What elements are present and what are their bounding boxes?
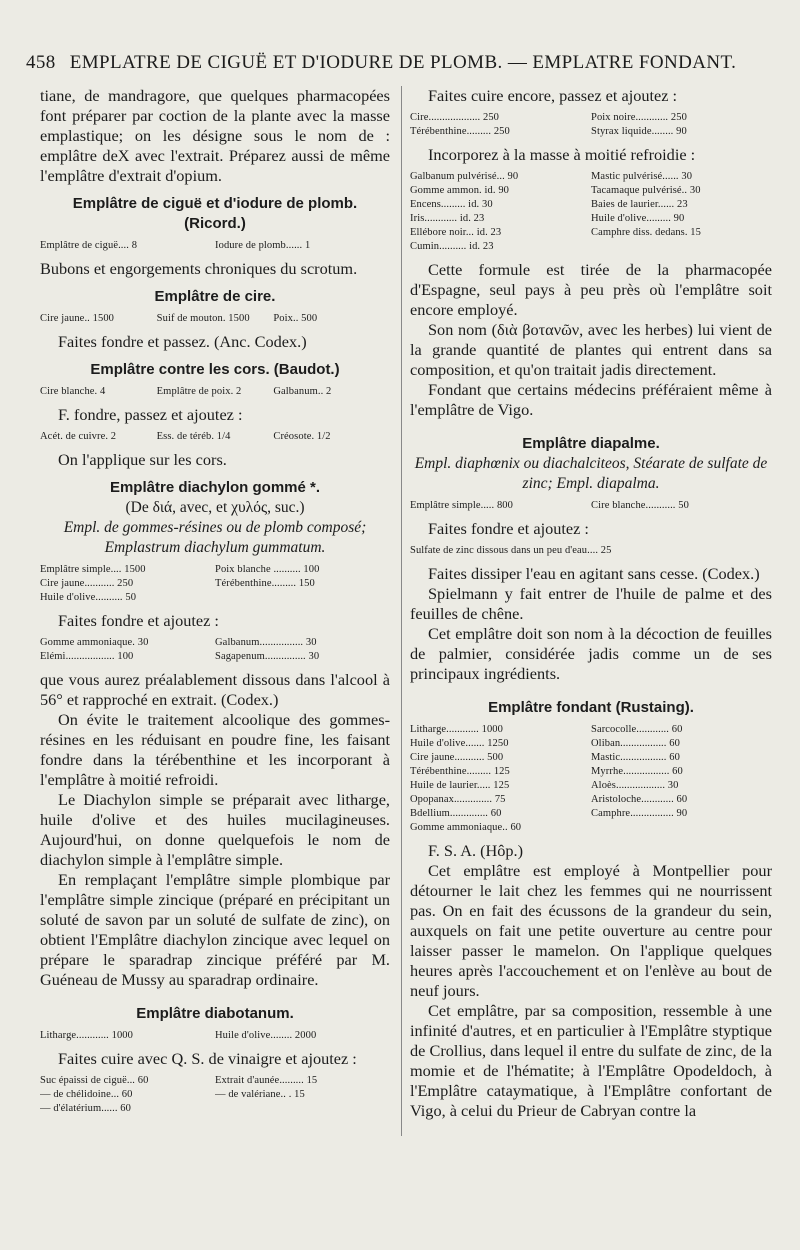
section-author-cigue: (Ricord.) [184,215,246,232]
fondant-paragraph-2: Cet emplâtre, par sa composition, ressemble à une infinité d'autres, et en particulier à l'Emplâtre styptique de Crollius, dans lequel il entre du sulfate de zinc, de la momie et de l'hématite; à l'Emplâtre Opodeldoch, à l'Emplâtre cataymatique, à l'Emplâtre confortant de Vigo, à celui du Prieur de Cabryan contre la [410,1001,772,1120]
ingredients-diapalme [410,499,772,513]
continued-text-2: Incorporez à la masse à moitié refroidie : [428,145,696,164]
ingredient: Emplâtre simple..... 800 [410,500,514,511]
continued-text-1: Faites cuire encore, passez et ajoutez : [428,86,678,105]
diachylon-etymology: (De διά, avec, et χυλός, suc.) [125,499,305,516]
ingredients-cigue [40,239,390,253]
ingredient: Extrait d'aunée......... 15 [215,1075,318,1086]
section-title-fondant: Emplâtre fondant (Rustaing). [488,699,694,716]
ingredient: Opopanax.............. 75 [410,794,506,805]
fondant-paragraph-1: Cet emplâtre est employé à Montpellier pour détourner le lait chez les femmes qui ne nourrissent pas. On en fait des écussons de la grandeur du sein, auxquels on fait une petite ouverture au centre pour laisser passer le mamelon. On l'applique quelques heures après l'accouchement et on l'enlève au bout de neuf jours. [410,861,772,1000]
ingredient: Cire jaune........... 250 [40,578,134,589]
ingredient: Cire jaune........... 500 [410,752,504,763]
ingredient: Cire blanche. 4 [40,386,106,397]
ingredient: Camphre................ 90 [591,808,688,819]
diapalme-synonyms: Empl. diaphœnix ou diachalciteos, Stéarate de sulfate de zinc; Empl. diapalma. [414,455,768,492]
right-column [410,86,772,1121]
ingredient: Térébenthine......... 125 [410,766,510,777]
diachylon-paragraph-3: Le Diachylon simple se préparait avec litharge, huile d'olive et des huiles mucilagineuses. Aujourd'hui, on donne quelquefois le nom de diachylon simple à l'emplâtre simple. [40,790,390,869]
ingredients-diabotanum-3 [410,111,772,139]
ingredient: Huile d'olive......... 90 [591,213,685,224]
ingredient: Emplâtre simple.... 1500 [40,564,146,575]
ingredient: Baies de laurier...... 23 [591,199,688,210]
ingredient: Litharge............ 1000 [40,1030,134,1041]
ingredient: Bdellium.............. 60 [410,808,502,819]
ingredient: Huile de laurier..... 125 [410,780,510,791]
diachylon-paragraph-4: En remplaçant l'emplâtre simple plombique par l'emplâtre simple zincique (préparé en précipitant un soluté de savon par un soluté de sulfate de zinc), on obtient l'Emplâtre diachylon zincique avec lequel on prépare le sparadrap zincique préféré par M. Guéneau de Mussy au sparadrap ordinaire. [40,870,390,989]
ingredients-fondant [410,723,772,835]
cors-text-2: On l'applique sur les cors. [58,450,227,469]
ingredient: Térébenthine......... 250 [410,126,510,137]
right-paragraph-1: Cette formule est tirée de la pharmacopée d'Espagne, seul pays à peu près où l'emplâtre soit encore employé. [410,260,772,319]
ingredient: Huile d'olive....... 1250 [410,738,509,749]
ingredient: Mastic pulvérisé...... 30 [591,171,693,182]
ingredient: Iris............ id. 23 [410,213,485,224]
section-title-diachylon: Emplâtre diachylon gommé *. [109,479,321,496]
ingredient: — de chélidoine... 60 [40,1089,133,1100]
diapalme-paragraph-3: Cet emplâtre doit son nom à la décoction de feuilles de palmier, considérée jadis comme un de ses principaux ingrédients. [410,624,772,683]
page-number: 458 [26,52,56,73]
ingredient: Myrrhe................. 60 [591,766,683,777]
section-title-cigue: Emplâtre de ciguë et d'iodure de plomb. [72,195,358,212]
ingredient: Galbanum pulvérisé... 90 [410,171,519,182]
right-paragraph-2: Son nom (διὰ βοτανῶν, avec les herbes) lui vient de la grande quantité de plantes qui entrent dans sa composition, et qu'on traitait jadis directement. [410,320,772,379]
section-title-diabotanum: Emplâtre diabotanum. [136,1005,294,1022]
ingredient: Cire jaune.. 1500 [40,313,115,324]
ingredient: Poix.. 500 [273,313,318,324]
left-column [40,86,390,1122]
ingredient: Sulfate de zinc dissous dans un peu d'eau.... 25 [410,545,612,556]
ingredient: — de valériane.. . 15 [215,1089,305,1100]
ingredient: Gomme ammon. id. 90 [410,185,510,196]
ingredient: Poix blanche .......... 100 [215,564,320,575]
ingredient: Mastic................. 60 [591,752,680,763]
ingredients-diapalme-2 [410,544,772,558]
diachylon-text-1: Faites fondre et ajoutez : [58,611,219,630]
ingredient: Ess. de téréb. 1/4 [156,431,231,442]
ingredient: — d'élatérium...... 60 [40,1103,131,1114]
diapalme-paragraph-1: Faites dissiper l'eau en agitant sans cesse. (Codex.) [428,564,760,583]
ingredients-diachylon-2 [40,636,390,664]
cire-text: Faites fondre et passez. (Anc. Codex.) [58,332,307,351]
running-title: EMPLATRE DE CIGUË ET D'IODURE DE PLOMB. — EMPLATRE FONDANT. [69,52,737,73]
ingredients-cire [40,312,390,326]
ingredient: Acét. de cuivre. 2 [40,431,117,442]
ingredient [215,591,390,605]
column-divider [401,86,402,1136]
cigue-text: Bubons et engorgements chroniques du scrotum. [40,259,358,278]
ingredient: Huile d'olive........ 2000 [215,1030,317,1041]
diachylon-synonyms: Empl. de gommes-résines ou de plomb composé; Emplastrum diachylum gummatum. [63,519,367,556]
ingredient [591,821,772,835]
ingredient: Térébenthine......... 150 [215,578,315,589]
ingredients-diabotanum-4 [410,170,772,254]
ingredient: Tacamaque pulvérisé.. 30 [591,185,701,196]
ingredient: Gomme ammoniaque.. 60 [410,822,522,833]
section-title-diapalme: Emplâtre diapalme. [522,435,660,452]
ingredient: Ellébore noir... id. 23 [410,227,502,238]
ingredients-diabotanum-2 [40,1074,390,1116]
diapalme-text-1: Faites fondre et ajoutez : [428,519,589,538]
ingredient: Suc épaissi de ciguë... 60 [40,1075,149,1086]
ingredients-diabotanum [40,1029,390,1043]
ingredient: Galbanum................ 30 [215,637,317,648]
ingredient: Huile d'olive.......... 50 [40,592,137,603]
diapalme-paragraph-2: Spielmann y fait entrer de l'huile de palme et des feuilles de chêne. [410,584,772,623]
fondant-fsa: F. S. A. (Hôp.) [428,841,524,860]
ingredient: Suif de mouton. 1500 [156,313,250,324]
ingredient: Styrax liquide........ 90 [591,126,687,137]
ingredient: Iodure de plomb...... 1 [215,240,311,251]
ingredient: Gomme ammoniaque. 30 [40,637,149,648]
ingredient: Sagapenum............... 30 [215,651,320,662]
running-header [26,52,782,74]
cors-text-1: F. fondre, passez et ajoutez : [58,405,243,424]
ingredients-cors [40,385,390,399]
ingredient: Aristoloche............ 60 [591,794,688,805]
ingredient: Camphre diss. dedans. 15 [591,227,702,238]
ingredient: Encens......... id. 30 [410,199,493,210]
ingredient [591,240,772,254]
ingredient: Emplâtre de poix. 2 [156,386,242,397]
section-title-cire: Emplâtre de cire. [154,288,276,305]
ingredient: Cumin.......... id. 23 [410,241,494,252]
ingredient: Aloès.................. 30 [591,780,679,791]
ingredient: Cire blanche........... 50 [591,500,689,511]
ingredient: Elémi.................. 100 [40,651,134,662]
ingredient: Cire................... 250 [410,112,500,123]
intro-paragraph: tiane, de mandragore, que quelques pharmacopées font préparer par coction de la plante avec la masse emplastique; on les désigne sous le nom de : emplâtre deX avec l'extrait. Préparez aussi de même l'emplâtre d'extrait d'opium. [40,86,390,185]
diachylon-paragraph-1: que vous aurez préalablement dissous dans l'alcool à 56° et rapproché en extrait. (Codex.) [40,670,390,709]
ingredient: Litharge............ 1000 [410,724,504,735]
diabotanum-text: Faites cuire avec Q. S. de vinaigre et ajoutez : [58,1049,357,1068]
ingredients-cors-2 [40,430,390,444]
ingredient: Sarcocolle............ 60 [591,724,683,735]
right-paragraph-3: Fondant que certains médecins préféraient même à l'emplâtre de Vigo. [410,380,772,419]
ingredient: Oliban................. 60 [591,738,680,749]
ingredient: Galbanum.. 2 [273,386,332,397]
ingredients-diachylon [40,563,390,605]
section-title-cors: Emplâtre contre les cors. (Baudot.) [90,361,340,378]
ingredient: Emplâtre de ciguë.... 8 [40,240,138,251]
ingredient: Poix noire............ 250 [591,112,687,123]
ingredient: Créosote. 1/2 [273,431,331,442]
ingredient [215,1102,390,1116]
diachylon-paragraph-2: On évite le traitement alcoolique des gommes-résines en les réduisant en poudre fine, les faisant fondre dans la térébenthine et les incorporant à l'emplâtre à moitié refroidi. [40,710,390,789]
